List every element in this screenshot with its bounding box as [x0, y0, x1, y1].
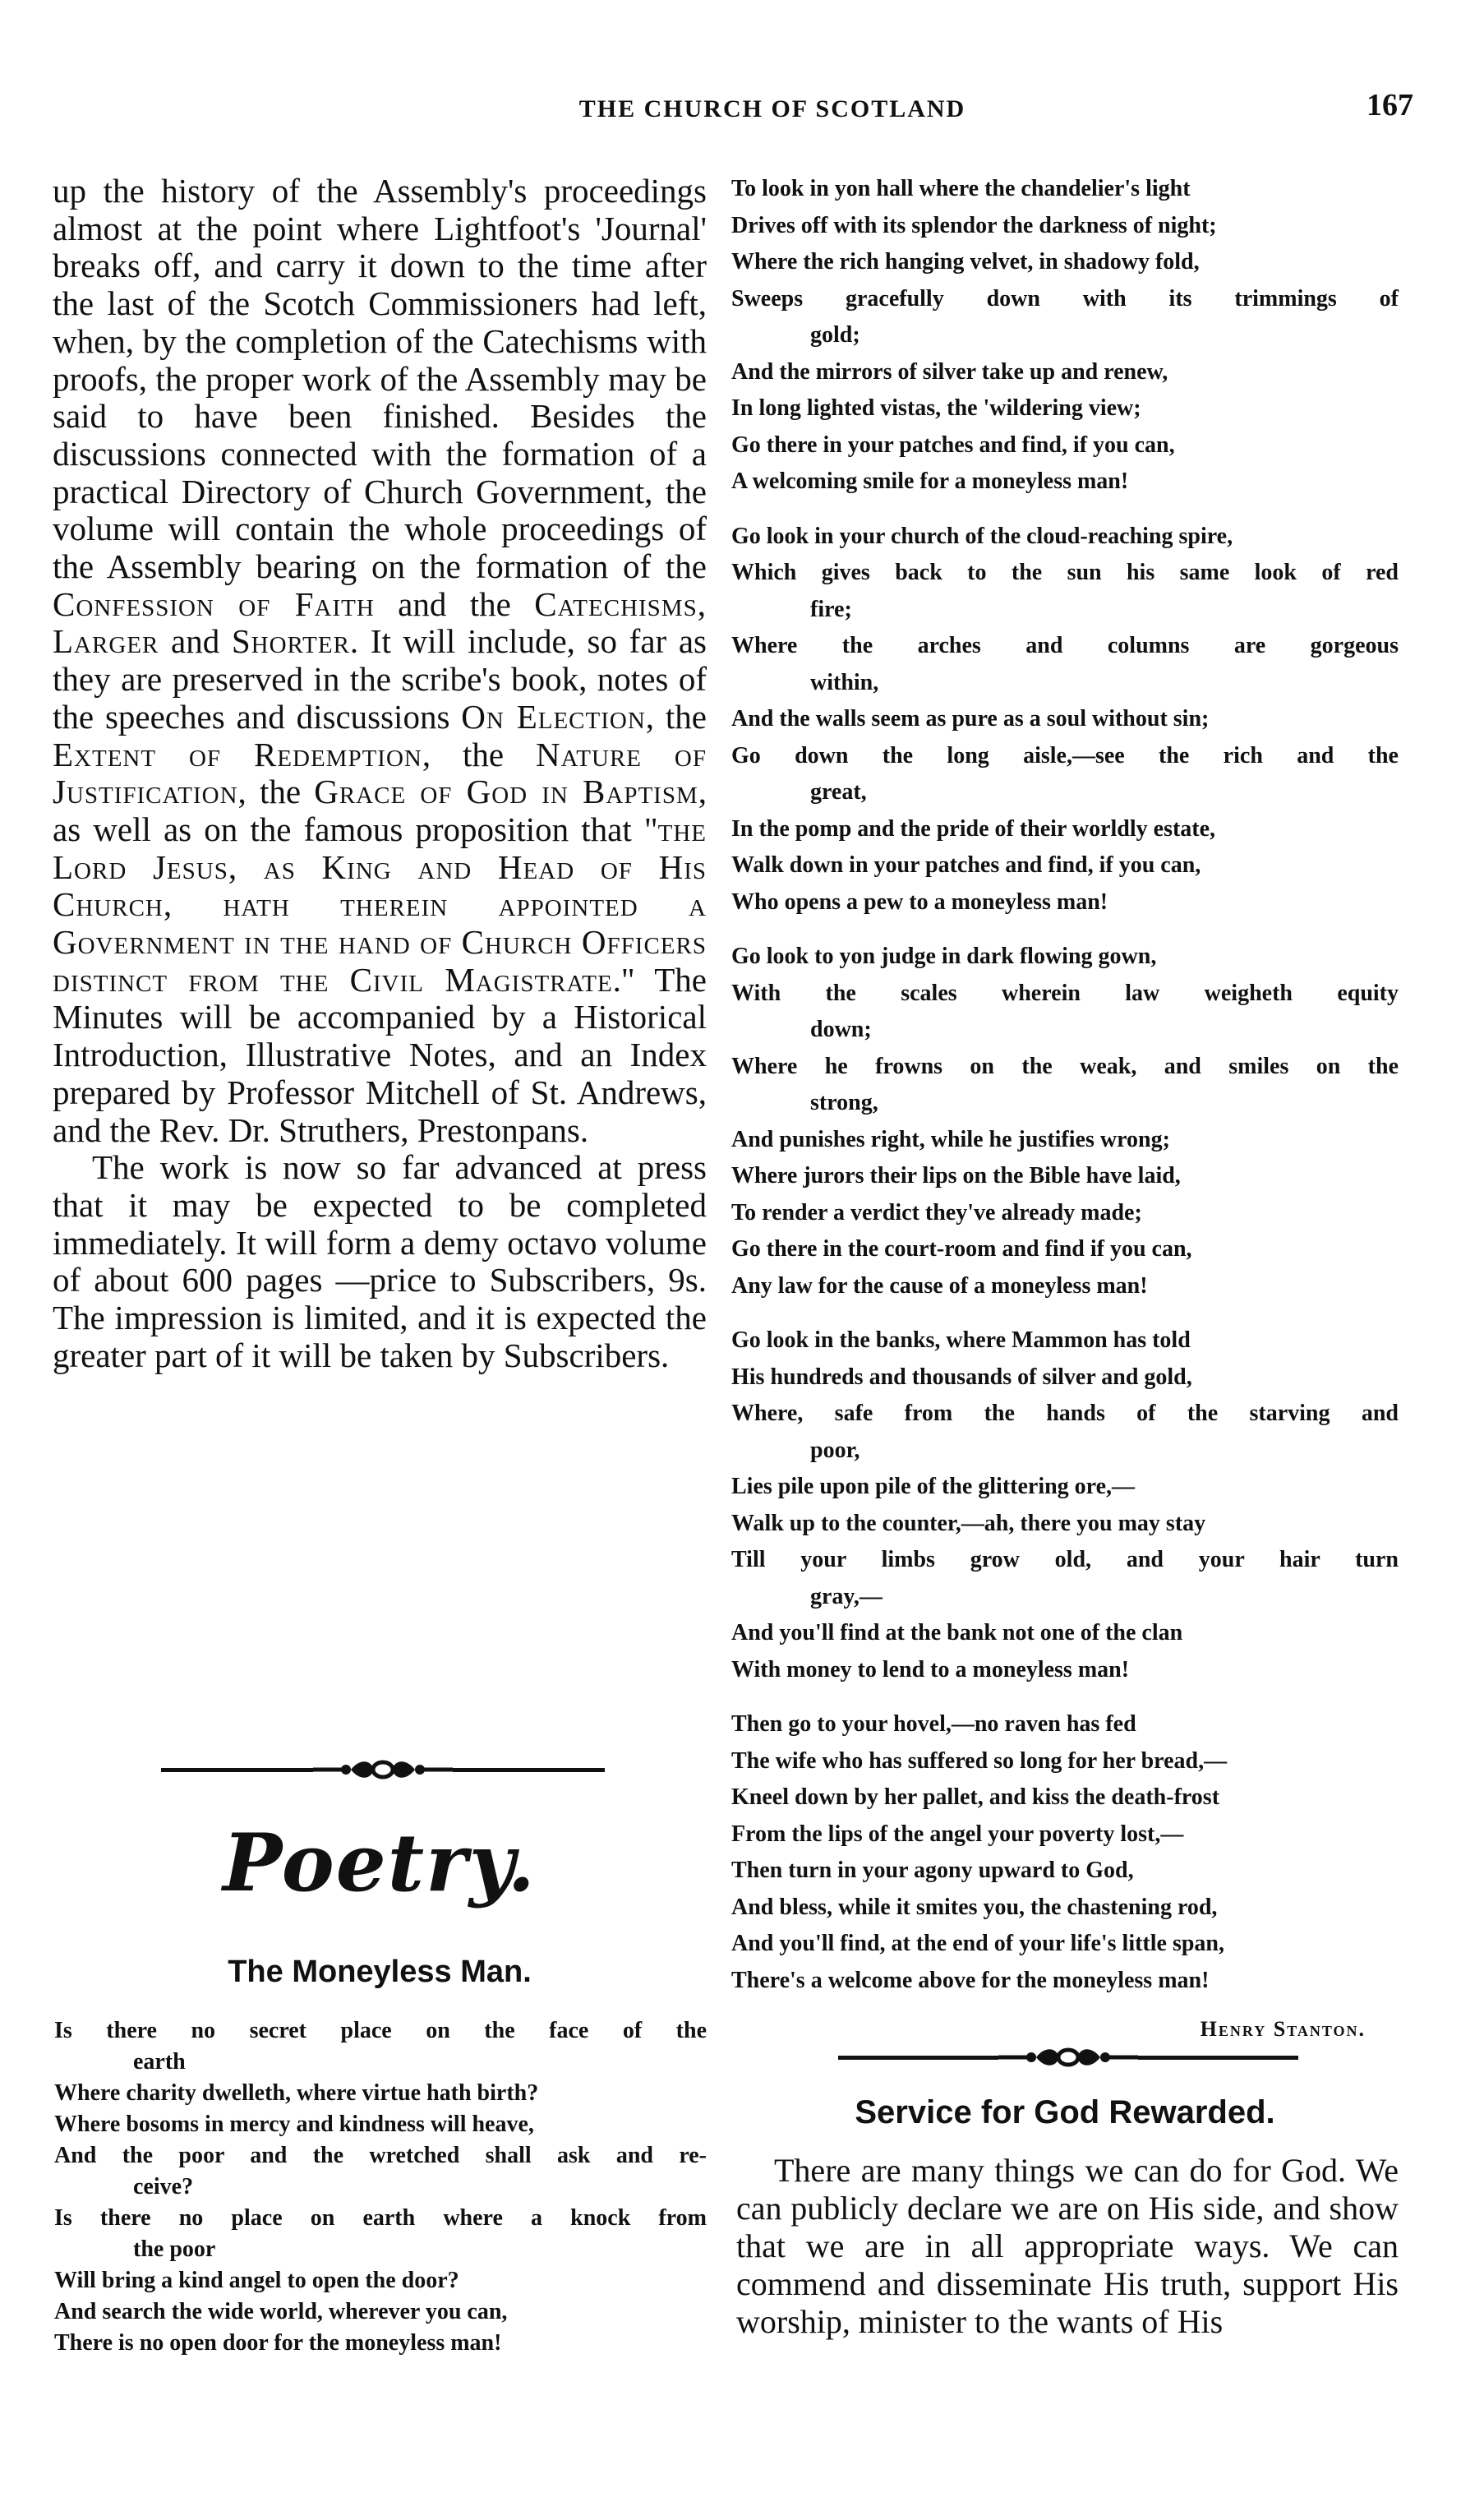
poem-stanza	[731, 1706, 1399, 1999]
poem-line: Walk down in your patches and find, if you can,	[731, 852, 1201, 878]
poem-line: Where bosoms in mercy and kindness will heave,	[54, 2112, 534, 2137]
poem-stanza	[731, 519, 1399, 921]
ornamental-divider	[838, 2045, 1298, 2070]
poem-line: With money to lend to a moneyless man!	[731, 1656, 1130, 1682]
poem-line: To look in yon hall where the chandelier's light	[731, 176, 1191, 201]
page-number: 167	[1366, 88, 1413, 122]
poem-line: Drives off with its splendor the darkness of night;	[731, 212, 1217, 238]
poem-line: great,	[810, 779, 867, 805]
small-caps-run: Nature of Justification	[53, 735, 707, 811]
poem-line: And search the wide world, wherever you can,	[54, 2299, 508, 2324]
small-caps-run: Shorter	[231, 622, 350, 661]
article-body: There are many things we can do for God. We can publicly declare we are on His side, and show that we are in all appropriate ways. We can commend and disseminate His truth, support His worship, minister to the wants of His	[736, 2152, 1399, 2340]
poem-line: Where, safe from the hands of the starving and	[731, 1401, 1399, 1426]
poem-line: within,	[810, 669, 879, 695]
poem-line: There's a welcome above for the moneyless man!	[731, 1967, 1210, 1993]
poem-line: From the lips of the angel your poverty lost,—	[731, 1821, 1184, 1847]
poem-line: Till your limbs grow old, and your hair turn	[731, 1547, 1399, 1572]
flourish-ornament	[998, 2045, 1138, 2070]
poem-title: The Moneyless Man.	[228, 1955, 532, 1989]
small-caps-run: Catechisms, Larger	[53, 584, 707, 661]
poem-line: Go look in your church of the cloud-reaching spire,	[731, 523, 1233, 549]
poem-line: poor,	[810, 1437, 860, 1463]
text-run: , the	[422, 735, 536, 773]
poem-line: A welcoming smile for a moneyless man!	[731, 469, 1129, 494]
poem-line: Go look in the banks, where Mammon has told	[731, 1327, 1191, 1353]
poem-line: The wife who has suffered so long for her bread,—	[731, 1747, 1228, 1774]
poem-line: earth	[133, 2049, 186, 2075]
poem-line: the poor	[133, 2236, 216, 2262]
small-caps-run: the Lord Jesus, as King and Head of His Church, hath therein appointed a Government in the hand of Church Officers distinct from the Civil Magistrate	[53, 810, 707, 999]
poem-line: Go there in the court-room and find if you can,	[731, 1236, 1192, 1262]
poem-opening-stanza	[54, 2015, 707, 2359]
poem-line: Walk up to the counter,—ah, there you may stay	[731, 1510, 1206, 1536]
poem-line: In the pomp and the pride of their worldly estate,	[731, 815, 1216, 842]
poem-line: Which gives back to the sun his same look of red	[731, 560, 1399, 585]
text-run: ." The Minutes will be accompanied by a Historical Introduction, Illustrative Notes, and an Index prepared by Professor Mitchell of St. Andrews, and the Rev. Dr. Struthers, Prestonpans.	[53, 960, 707, 1149]
divider-bar	[453, 1768, 605, 1772]
left-column	[53, 173, 707, 1375]
poem-line: fire;	[810, 596, 852, 622]
poem-line: Then go to your hovel,—no raven has fed	[731, 1711, 1136, 1737]
poem-line: gray,—	[810, 1583, 883, 1609]
poem-line: strong,	[810, 1090, 878, 1115]
flourish-ornament	[313, 1757, 453, 1782]
poem-line: With the scales wherein law weigheth equity	[731, 980, 1399, 1006]
text-run: , as well as on the famous proposition that "	[53, 773, 707, 848]
poem-line: Where jurors their lips on the Bible have laid,	[731, 1163, 1181, 1189]
right-column	[731, 171, 1399, 2042]
poem-line: Go down the long aisle,—see the rich and the	[731, 742, 1399, 769]
poem-line: Go there in your patches and find, if you can,	[731, 432, 1175, 458]
divider-bar	[161, 1768, 313, 1772]
ornamental-divider	[161, 1757, 605, 1782]
poem-line: In long lighted vistas, the 'wildering view;	[731, 395, 1141, 421]
poem-line: And the mirrors of silver take up and renew,	[731, 358, 1168, 385]
poem-line: Will bring a kind angel to open the door?	[54, 2268, 459, 2293]
poem-line: Go look to yon judge in dark flowing gown,	[731, 944, 1157, 969]
small-caps-run: On Election	[461, 697, 646, 736]
poem-line: down;	[810, 1017, 872, 1042]
poem-continued	[731, 171, 1399, 1999]
text-run: , the	[645, 697, 707, 736]
poem-line: Where the rich hanging velvet, in shadowy fold,	[731, 249, 1200, 275]
poem-line: Lies pile upon pile of the glittering ore,—	[731, 1474, 1136, 1499]
poem-line: Where charity dwelleth, where virtue hath birth?	[54, 2080, 539, 2106]
paragraph-assembly-minutes	[53, 173, 707, 1149]
poem-line: Then turn in your agony upward to God,	[731, 1858, 1134, 1883]
divider-bar	[838, 2056, 998, 2060]
running-header: THE CHURCH OF SCOTLAND	[578, 95, 966, 122]
poem-line: There is no open door for the moneyless man!	[54, 2330, 502, 2356]
poem-stanza	[731, 939, 1399, 1304]
small-caps-run: Confession of Faith	[53, 584, 375, 623]
poem-line: And the poor and the wretched shall ask and re-	[54, 2143, 707, 2168]
poem-line: Any law for the cause of a moneyless man!	[731, 1272, 1148, 1299]
divider-bar	[1138, 2056, 1298, 2060]
poem-stanza	[731, 1322, 1399, 1688]
text-run: and the	[374, 584, 535, 623]
small-caps-run: Extent of Redemption	[53, 735, 422, 773]
poem-line: Is there no place on earth where a knock from	[54, 2205, 707, 2231]
poem-line: And you'll find at the bank not one of the clan	[731, 1620, 1183, 1646]
text-run: . It will include, so far as they are preserved in the scribe's book, notes of the speeches and discussions	[53, 622, 707, 736]
article-title: Service for God Rewarded.	[855, 2094, 1275, 2130]
poem-line: Where he frowns on the weak, and smiles on the	[731, 1053, 1399, 1079]
section-heading-poetry: Poetry.	[223, 1816, 537, 1909]
poem-line: And bless, while it smites you, the chastening rod,	[731, 1894, 1218, 1920]
poem-line: Sweeps gracefully down with its trimmings of	[731, 285, 1399, 312]
poem-line: ceive?	[133, 2174, 194, 2199]
poem-line: Kneel down by her pallet, and kiss the death-frost	[731, 1784, 1220, 1810]
poem-line: Where the arches and columns are gorgeous	[731, 633, 1399, 658]
poem-stanza	[731, 171, 1399, 501]
small-caps-run: Grace of God in Baptism	[314, 773, 698, 811]
poem-line: And punishes right, while he justifies wrong;	[731, 1126, 1170, 1152]
poem-line: gold;	[810, 322, 860, 348]
poem-line: And you'll find, at the end of your life's little span,	[731, 1931, 1225, 1956]
paragraph-subscription: The work is now so far advanced at press that it may be expected to be completed immediately. It will form a demy octavo volume of about 600 pages —price to Subscribers, 9s. The impression is limited, and it is expected the greater part of it will be taken by Subscribers.	[53, 1148, 707, 1374]
text-run: , the	[237, 773, 315, 811]
poem-line: And the walls seem as pure as a soul without sin;	[731, 706, 1210, 732]
poem-author: Henry Stanton.	[1200, 2017, 1366, 2041]
poem-line: Is there no secret place on the face of the	[54, 2018, 707, 2043]
text-run: and	[159, 622, 232, 661]
text-run: up the history of the Assembly's proceedings almost at the point where Lightfoot's 'Journal' breaks off, and carry it down to the time after the last of the Scotch Commissioners had left, when, by the completion of the Catechisms with proofs, the proper work of the Assembly may be said to have been finished. Besides the discussions connected with the formation of a practical Directory of Church Government, the volume will contain the whole proceedings of the Assembly bearing on the formation of the	[53, 172, 707, 586]
poem-line: His hundreds and thousands of silver and gold,	[731, 1364, 1192, 1390]
poem-line: To render a verdict they've already made;	[731, 1199, 1142, 1225]
poem-line: Who opens a pew to a moneyless man!	[731, 889, 1108, 915]
